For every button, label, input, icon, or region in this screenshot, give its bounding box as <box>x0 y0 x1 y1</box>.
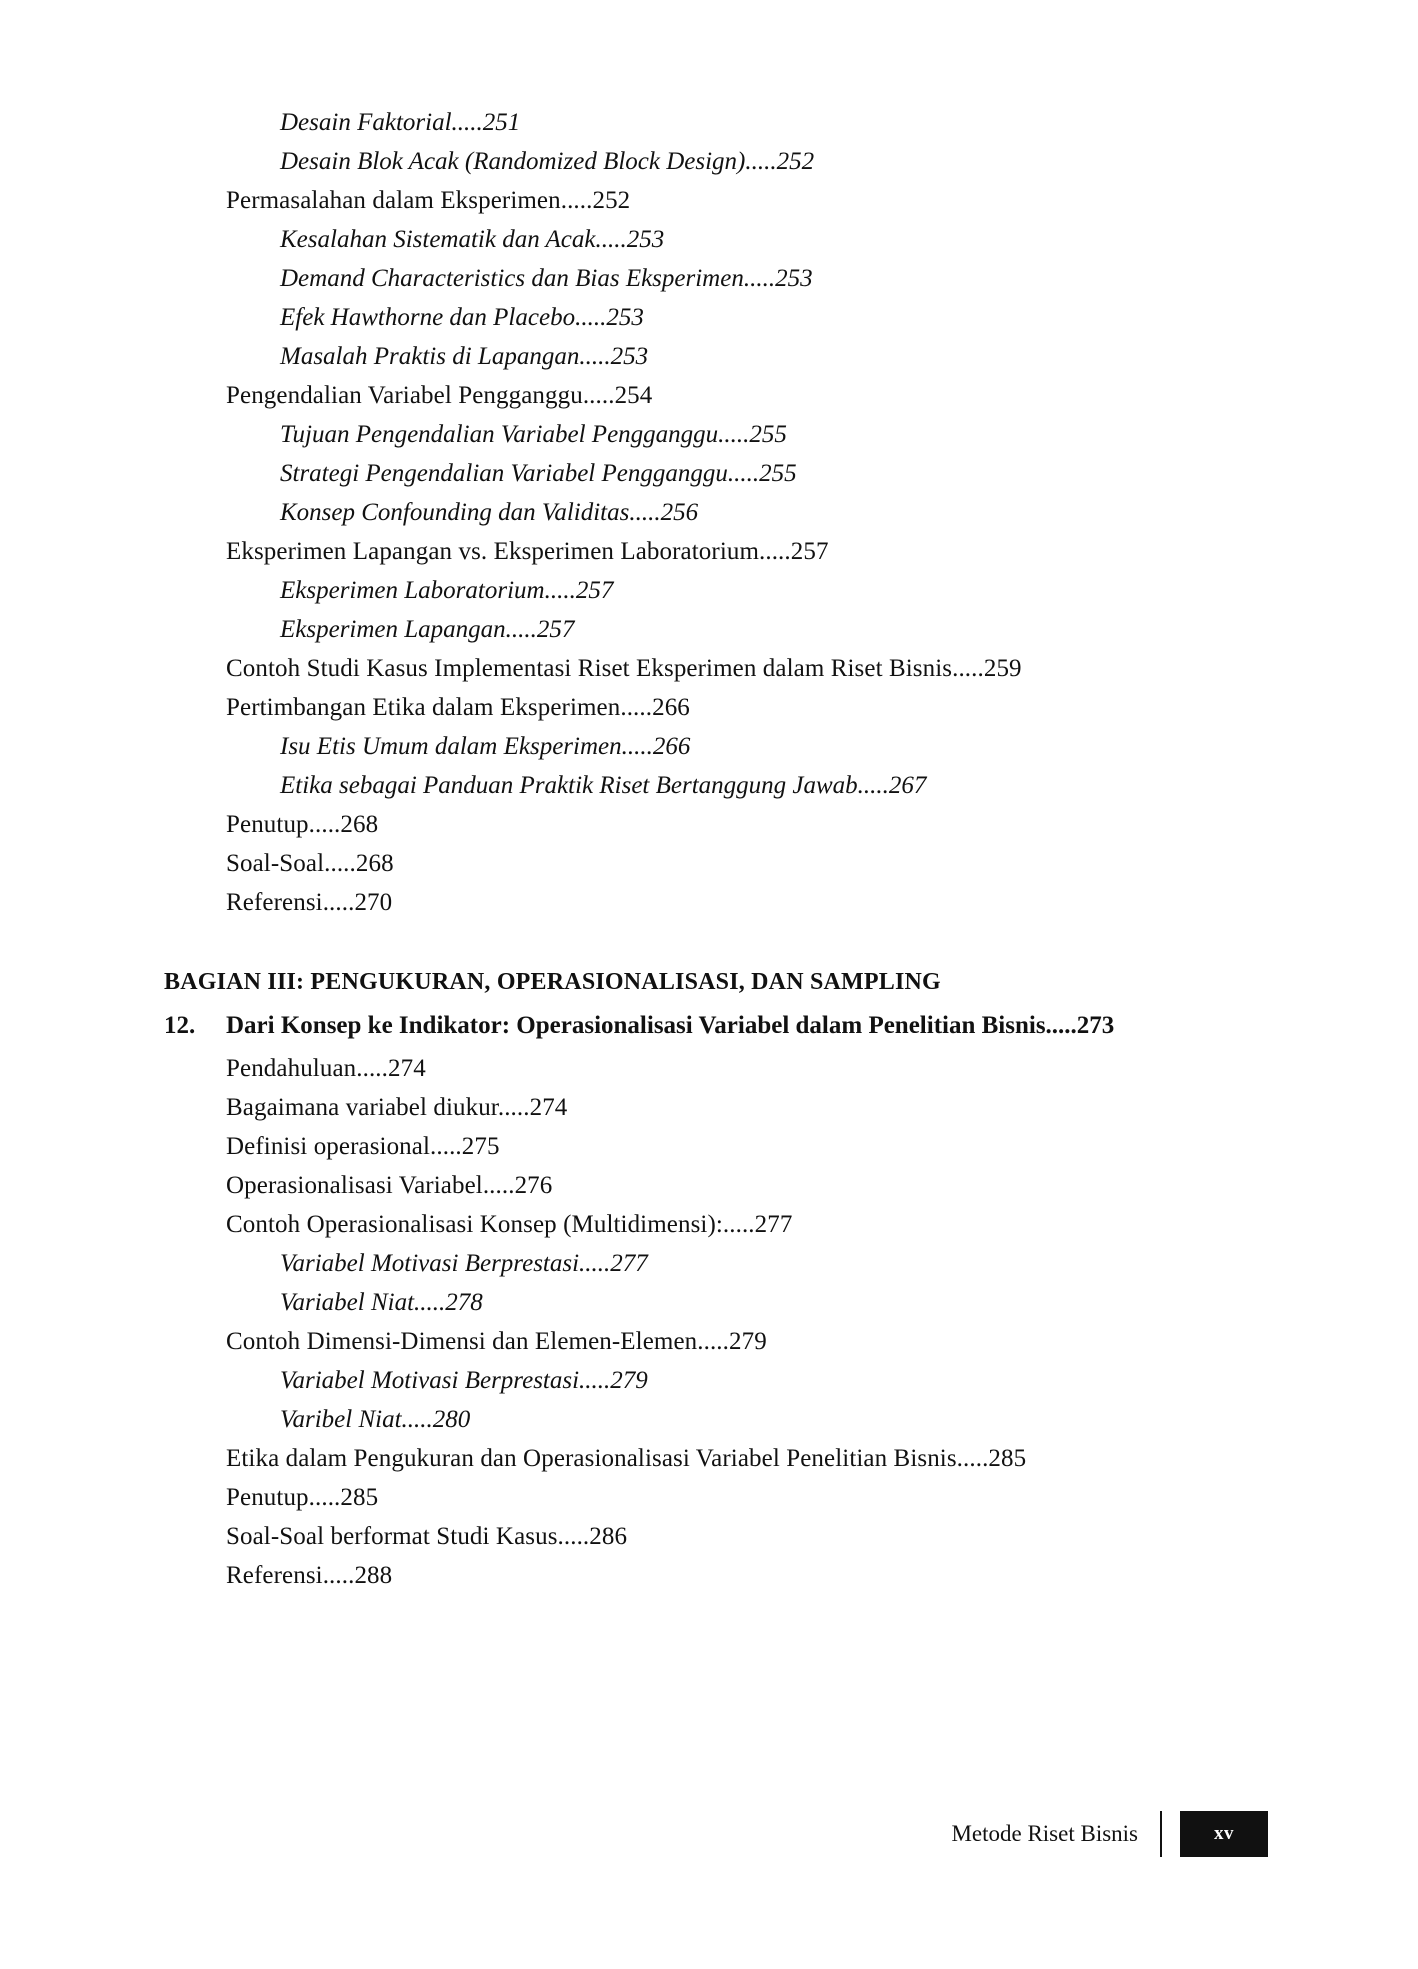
toc-entry[interactable]: Operasionalisasi Variabel.....276 <box>226 1172 553 1199</box>
toc-entry[interactable]: Contoh Operasionalisasi Konsep (Multidimensi):.....277 <box>226 1211 793 1238</box>
chapter-number: 12. <box>164 1012 196 1039</box>
toc-entry[interactable]: Etika dalam Pengukuran dan Operasionalisasi Variabel Penelitian Bisnis.....285 <box>226 1445 1027 1472</box>
toc-list-lower <box>150 1056 1268 1588</box>
toc-list-upper <box>150 110 1268 915</box>
toc-entry[interactable]: Pendahuluan.....274 <box>226 1055 426 1082</box>
chapter-title: Dari Konsep ke Indikator: Operasionalisasi Variabel dalam Penelitian Bisnis.....273 <box>226 1012 1115 1039</box>
toc-entry[interactable]: Pertimbangan Etika dalam Eksperimen.....266 <box>226 694 690 721</box>
toc-entry[interactable]: Varibel Niat.....280 <box>280 1406 471 1433</box>
toc-entry[interactable]: Pengendalian Variabel Pengganggu.....254 <box>226 382 653 409</box>
toc-entry[interactable]: Desain Faktorial.....251 <box>280 109 521 136</box>
chapter-entry[interactable] <box>150 1012 1268 1040</box>
toc-entry[interactable]: Penutup.....268 <box>226 811 379 838</box>
toc-entry[interactable]: Demand Characteristics dan Bias Eksperimen.....253 <box>280 265 813 292</box>
toc-entry[interactable]: Variabel Motivasi Berprestasi.....279 <box>280 1367 648 1394</box>
toc-entry[interactable]: Isu Etis Umum dalam Eksperimen.....266 <box>280 733 691 760</box>
toc-entry[interactable]: Variabel Niat.....278 <box>280 1289 483 1316</box>
toc-entry[interactable]: Penutup.....285 <box>226 1484 379 1511</box>
toc-entry[interactable]: Definisi operasional.....275 <box>226 1133 500 1160</box>
toc-entry[interactable]: Eksperimen Laboratorium.....257 <box>280 577 614 604</box>
toc-entry[interactable]: Tujuan Pengendalian Variabel Pengganggu.....255 <box>280 421 787 448</box>
toc-entry[interactable]: Strategi Pengendalian Variabel Pengganggu.....255 <box>280 460 797 487</box>
toc-entry[interactable]: Variabel Motivasi Berprestasi.....277 <box>280 1250 648 1277</box>
page-footer <box>951 1811 1268 1857</box>
footer-book-title: Metode Riset Bisnis <box>951 1821 1138 1846</box>
footer-divider <box>1160 1811 1162 1857</box>
toc-entry[interactable]: Contoh Dimensi-Dimensi dan Elemen-Elemen.....279 <box>226 1328 767 1355</box>
toc-entry[interactable]: Soal-Soal berformat Studi Kasus.....286 <box>226 1523 628 1550</box>
toc-entry[interactable]: Bagaimana variabel diukur.....274 <box>226 1094 568 1121</box>
toc-entry[interactable]: Desain Blok Acak (Randomized Block Design).....252 <box>280 148 815 175</box>
toc-entry[interactable]: Etika sebagai Panduan Praktik Riset Bertanggung Jawab.....267 <box>280 772 927 799</box>
toc-entry[interactable]: Soal-Soal.....268 <box>226 850 394 877</box>
toc-entry[interactable]: Contoh Studi Kasus Implementasi Riset Eksperimen dalam Riset Bisnis.....259 <box>226 655 1022 682</box>
toc-entry[interactable]: Eksperimen Lapangan vs. Eksperimen Laboratorium.....257 <box>226 538 829 565</box>
toc-entry[interactable]: Masalah Praktis di Lapangan.....253 <box>280 343 649 370</box>
toc-entry[interactable]: Konsep Confounding dan Validitas.....256 <box>280 499 699 526</box>
toc-entry[interactable]: Referensi.....270 <box>226 889 393 916</box>
toc-entry[interactable]: Permasalahan dalam Eksperimen.....252 <box>226 187 631 214</box>
toc-entry[interactable]: Kesalahan Sistematik dan Acak.....253 <box>280 226 665 253</box>
toc-entry[interactable]: Eksperimen Lapangan.....257 <box>280 616 575 643</box>
toc-entry[interactable]: Referensi.....288 <box>226 1562 393 1589</box>
toc-entry[interactable]: Efek Hawthorne dan Placebo.....253 <box>280 304 644 331</box>
page-number: xv <box>1180 1811 1268 1857</box>
part-heading: BAGIAN III: PENGUKURAN, OPERASIONALISASI, DAN SAMPLING <box>164 969 941 995</box>
